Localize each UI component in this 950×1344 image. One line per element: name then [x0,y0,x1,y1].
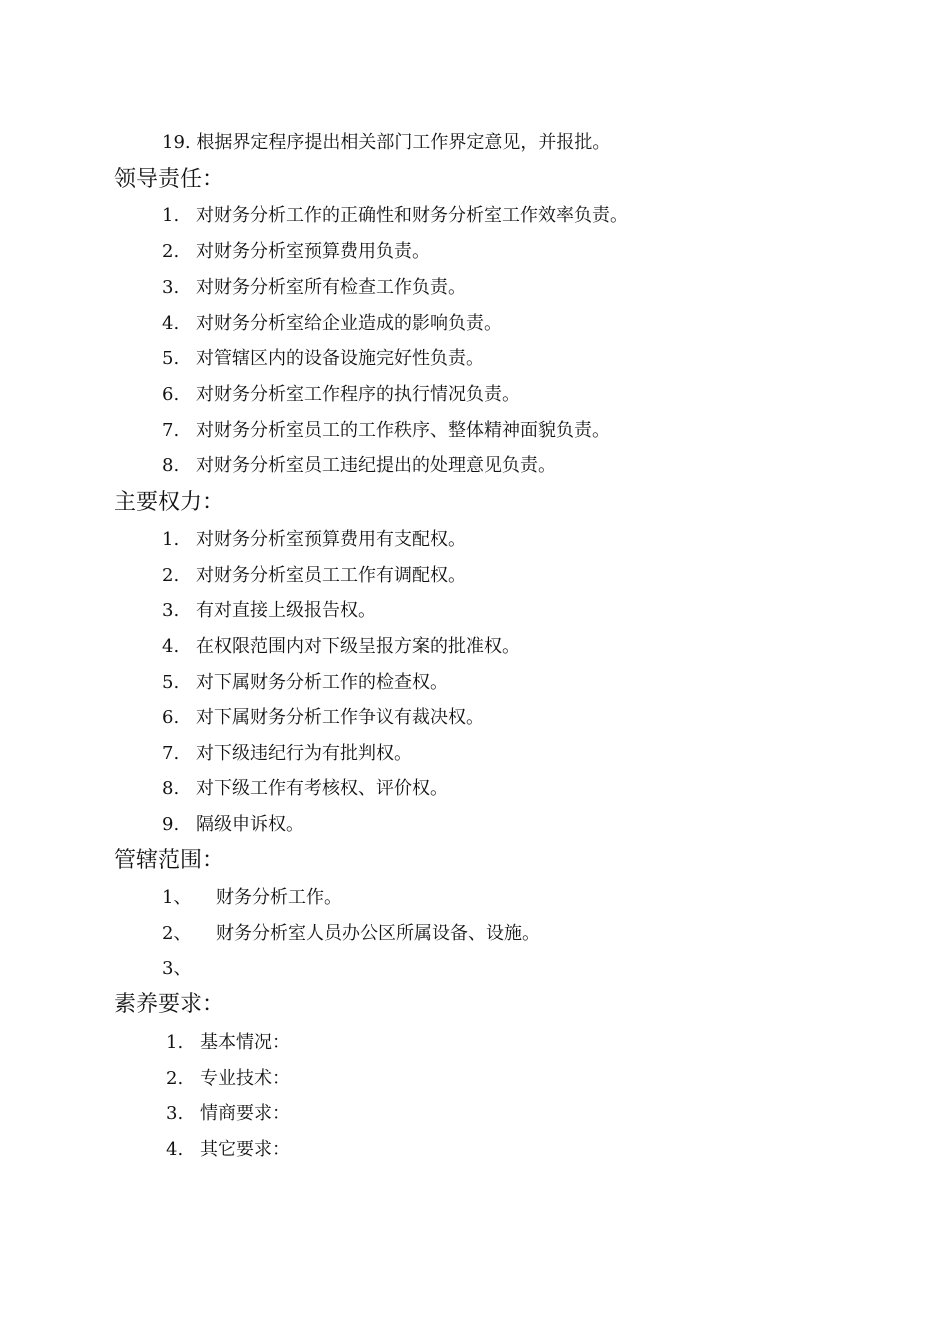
list-item [0,672,900,694]
list-item [0,384,900,406]
list-item-text: 对管辖区内的设备设施完好性负责。 [196,348,484,369]
list-item-number: 6. [162,707,180,728]
list-item-text: 在权限范围内对下级呈报方案的批准权。 [196,636,520,657]
list-item-text: 对下属财务分析工作的检查权。 [196,672,448,693]
list-item-number: 2. [162,241,180,262]
list-item [0,1103,900,1125]
lead-item-text: 根据界定程序提出相关部门工作界定意见，并报批。 [196,132,611,153]
list-item [0,205,900,227]
list-item-text: 对下属财务分析工作争议有裁决权。 [196,707,484,728]
list-item-number: 5. [162,348,180,369]
list-item-number: 1. [162,205,180,226]
list-item-text: 财务分析工作。 [216,887,342,908]
list-item-number: 4. [166,1139,184,1160]
list-item-text: 对财务分析室给企业造成的影响负责。 [196,313,502,334]
list-item-number: 3. [162,277,180,298]
list-item-text: 对财务分析室员工工作有调配权。 [196,565,466,586]
list-item-number: 4. [162,313,180,334]
list-item-text: 对财务分析室员工违纪提出的处理意见负责。 [196,455,556,476]
list-item-text: 有对直接上级报告权。 [196,600,376,621]
list-item-number: 2、 [162,923,192,944]
list-item [0,241,900,263]
list-item-number: 2. [162,565,180,586]
list-item-number: 2. [166,1068,184,1089]
list-item-number: 1. [166,1032,184,1053]
list-item-number: 7. [162,743,180,764]
list-item-text: 对财务分析室所有检查工作负责。 [196,277,466,298]
list-item [0,313,900,335]
list-item [0,348,900,370]
list-item [0,455,900,477]
list-item [0,529,900,551]
list-item-number: 8. [162,778,180,799]
list-item [0,600,900,622]
list-item [0,1139,900,1161]
list-item-text: 隔级申诉权。 [196,814,304,835]
list-item-number: 3. [166,1103,184,1124]
list-item-text: 情商要求： [200,1103,290,1124]
list-item-text: 对财务分析室员工的工作秩序、整体精神面貌负责。 [196,420,610,441]
list-item-number: 4. [162,636,180,657]
list-item-text: 对财务分析室工作程序的执行情况负责。 [196,384,520,405]
list-item-number: 3、 [162,958,192,979]
list-item-text: 对下级工作有考核权、评价权。 [196,778,448,799]
section-heading-qualifications: 素养要求： [114,992,225,1017]
list-item [0,923,900,945]
list-item-number: 6. [162,384,180,405]
list-item-text: 对下级违纪行为有批判权。 [196,743,412,764]
list-item [0,887,900,909]
list-item [0,277,900,299]
list-item-number: 8. [162,455,180,476]
list-item [0,636,900,658]
list-item-text: 对财务分析室预算费用有支配权。 [196,529,466,550]
list-item-number: 9. [162,814,180,835]
section-heading-leadership: 领导责任： [114,167,225,192]
list-item-number: 1、 [162,887,192,908]
list-item-text: 对财务分析工作的正确性和财务分析室工作效率负责。 [196,205,628,226]
list-item [0,1068,900,1090]
list-item [0,420,900,442]
section-heading-scope: 管辖范围： [114,848,225,873]
list-item [0,778,900,800]
lead-item [162,132,610,154]
list-item-number: 7. [162,420,180,441]
list-item-text: 专业技术： [200,1068,290,1089]
list-item [0,743,900,765]
lead-item-number: 19. [162,132,191,153]
list-item-text: 对财务分析室预算费用负责。 [196,241,430,262]
list-item-number: 3. [162,600,180,621]
section-heading-powers: 主要权力： [114,490,225,515]
list-item [0,814,900,836]
list-item [0,565,900,587]
list-item-text: 其它要求： [200,1139,290,1160]
list-item-number: 1. [162,529,180,550]
list-item-number: 5. [162,672,180,693]
list-item [0,707,900,729]
list-item-text: 基本情况： [200,1032,290,1053]
list-item [0,1032,900,1054]
list-item-text: 财务分析室人员办公区所属设备、设施。 [216,923,540,944]
list-item [0,958,900,980]
